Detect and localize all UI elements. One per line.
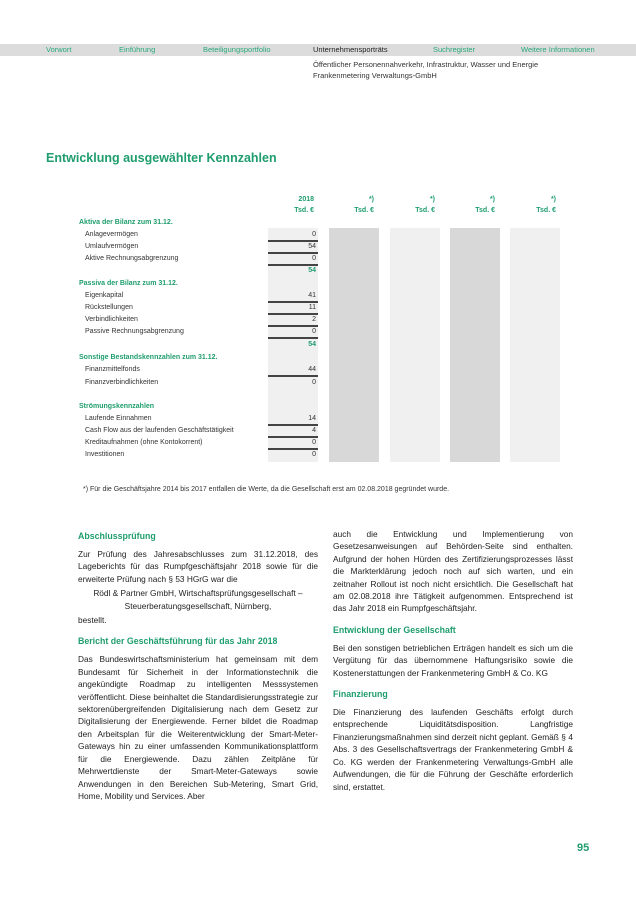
col-header-unit: Tsd. € [415,207,435,214]
row-label: Rückstellungen [85,304,133,311]
row-value: 0 [312,451,316,458]
row-divider [268,252,318,254]
row-divider [268,313,318,315]
nav-suchregister[interactable]: Suchregister [433,45,476,54]
row-label: Aktive Rechnungsabgrenzung [85,255,179,262]
paragraph: Zur Prüfung des Jahresabschlusses zum 31.12.2018, des Lageberichts für das Rumpfgeschäftsjahr 2018 sowie für die erweiterte Prüfung nach § 53 HGrG war die [78,549,318,584]
row-label: Finanzverbindlichkeiten [85,379,159,386]
nav-weitere-informationen[interactable]: Weitere Informationen [521,45,595,54]
row-divider [268,424,318,426]
row-value: 44 [308,366,316,373]
passiva-total: 54 [308,341,316,348]
heading-abschlusspruefung: Abschlussprüfung [78,531,156,541]
paragraph: Die Finanzierung des laufenden Geschäfts erfolgt durch entsprechende Liquiditätsdisposition. Langfristige Finanzierungsmaßnahmen sind derzeit nicht geplant. Gemäß § 4 Abs. 3 des Gesellschaftsvertrags der Frankenmetering GmbH & Co. KG werden der Frankenmetering Verwaltungs-GmbH alle Aufwendungen, die für die Führung der Geschäfte erforderlich sind, erstattet. [333,707,573,792]
group-sonstige: Sonstige Bestandskennzahlen zum 31.12. [79,354,218,361]
paragraph: Bei den sonstigen betrieblichen Erträgen handelt es sich um die Vergütung für das übernommene Haftungsrisiko sowie die Kostenerstattungen der Frankenmetering GmbH & Co. KG [333,642,573,678]
row-value: 41 [308,292,316,299]
row-divider [268,301,318,303]
heading-finanzierung: Finanzierung [333,689,388,700]
row-label: Umlaufvermögen [85,243,139,250]
row-label: Kreditaufnahmen (ohne Kontokorrent) [85,439,203,446]
paragraph: auch die Entwicklung und Implementierung von Gesetzesanweisungen auf Behörden-Seite sind enthalten. Aufgrund der hohen Hürden des Zertifizierungsprozesses lässt die Markterklärung jedoch noch auf sich warten, und ein zeitnaher Rollout ist noch nicht ersichtlich. Die Gesellschaft hat am 02.08.2018 ihre Tätigkeit aufgenommen. Entsprechend ist das Jahr 2018 ein Rumpfgeschäftsjahr. [333,529,573,614]
row-divider [268,240,318,242]
col-header-year: *) [368,196,374,203]
row-value: 54 [308,243,316,250]
row-value: 14 [308,415,316,422]
row-value: 0 [312,255,316,262]
table-footnote: *) Für die Geschäftsjahre 2014 bis 2017 entfallen die Werte, da die Gesellschaft erst am 02.08.2018 gegründet wurde. [83,486,450,493]
row-divider [268,264,318,266]
top-navigation [0,44,636,56]
paragraph: bestellt. [78,615,107,626]
group-stroemung: Strömungskennzahlen [79,403,155,410]
col-header-unit: Tsd. € [354,207,374,214]
page-number: 95 [577,842,590,854]
row-value: 0 [312,328,316,335]
row-divider [268,325,318,327]
col-header-unit: Tsd. € [475,207,495,214]
aktiva-total: 54 [308,267,316,274]
col-header-year: *) [429,196,435,203]
nav-unternehmensportraets[interactable]: Unternehmensporträts [313,45,388,54]
row-value: 2 [312,316,316,323]
row-value: 4 [312,427,316,434]
paragraph: Das Bundeswirtschaftsministerium hat gemeinsam mit dem Bundesamt für Sicherheit in der Informationstechnik die angekündigte Roadmap zu intelligenten Messsystemen veröffentlicht. Diese beinhaltet die Standardisierungsstrategie zur sektorenübergreifenden Digitalisierung nach dem Gesetz zur Digitalisierung der Energiewende. Ferner bildet die Roadmap den Arbeitsplan für die Weiterentwicklung der Smart-Meter-Gateways hin zu einer umfassenden Kommunikationsplattform für die Energiewende. Dazu zählen Zeitpläne für Mehrwertdienste der Smart-Meter-Gateways sowie Anwendungen in den Bereichen Sub-Metering, Smart Grid, Home, Mobility und Services. Aber [78,654,318,801]
row-label: Laufende Einnahmen [85,415,152,422]
nav-einfuehrung[interactable]: Einführung [119,45,156,54]
row-label: Verbindlichkeiten [85,316,138,323]
col-header-year: *) [550,196,556,203]
nav-beteiligungsportfolio[interactable]: Beteiligungsportfolio [203,45,271,54]
breadcrumb-category: Öffentlicher Personennahverkehr, Infrastruktur, Wasser und Energie [313,60,539,69]
row-value: 0 [312,231,316,238]
col-header-year: 2018 [298,196,314,203]
row-label: Finanzmittelfonds [85,366,140,373]
left-text-column [78,530,318,808]
right-text-column [333,528,573,799]
column-empty-4-bg [510,228,560,462]
breadcrumb-company: Frankenmetering Verwaltungs-GmbH [313,71,437,80]
row-divider [268,448,318,450]
heading-bericht: Bericht der Geschäftsführung für das Jahr 2018 [78,636,278,647]
col-header-unit: Tsd. € [536,207,556,214]
group-passiva: Passiva der Bilanz zum 31.12. [79,280,178,287]
row-value: 0 [312,379,316,386]
row-label: Cash Flow aus der laufenden Geschäftstätigkeit [85,427,234,434]
heading-entwicklung: Entwicklung der Gesellschaft [333,624,456,635]
column-empty-2-bg [390,228,440,462]
row-divider [268,436,318,438]
row-divider [268,337,318,339]
row-divider [268,375,318,377]
nav-vorwort[interactable]: Vorwort [46,45,72,54]
row-value: 11 [308,304,316,311]
row-value: 0 [312,439,316,446]
column-empty-3-bg [450,228,500,462]
row-label: Passive Rechnungsabgrenzung [85,328,184,335]
col-header-unit: Tsd. € [294,207,314,214]
column-empty-1-bg [329,228,379,462]
row-label: Eigenkapital [85,292,124,299]
row-label: Anlagevermögen [85,231,138,238]
group-aktiva: Aktiva der Bilanz zum 31.12. [79,219,173,226]
section-title: Entwicklung ausgewählter Kennzahlen [46,151,277,165]
col-header-year: *) [489,196,495,203]
row-label: Investitionen [85,451,125,458]
auditor-name: Rödl & Partner GmbH, Wirtschaftsprüfungsgesellschaft – Steuerberatungsgesellschaft, Nürnberg, [93,588,303,611]
